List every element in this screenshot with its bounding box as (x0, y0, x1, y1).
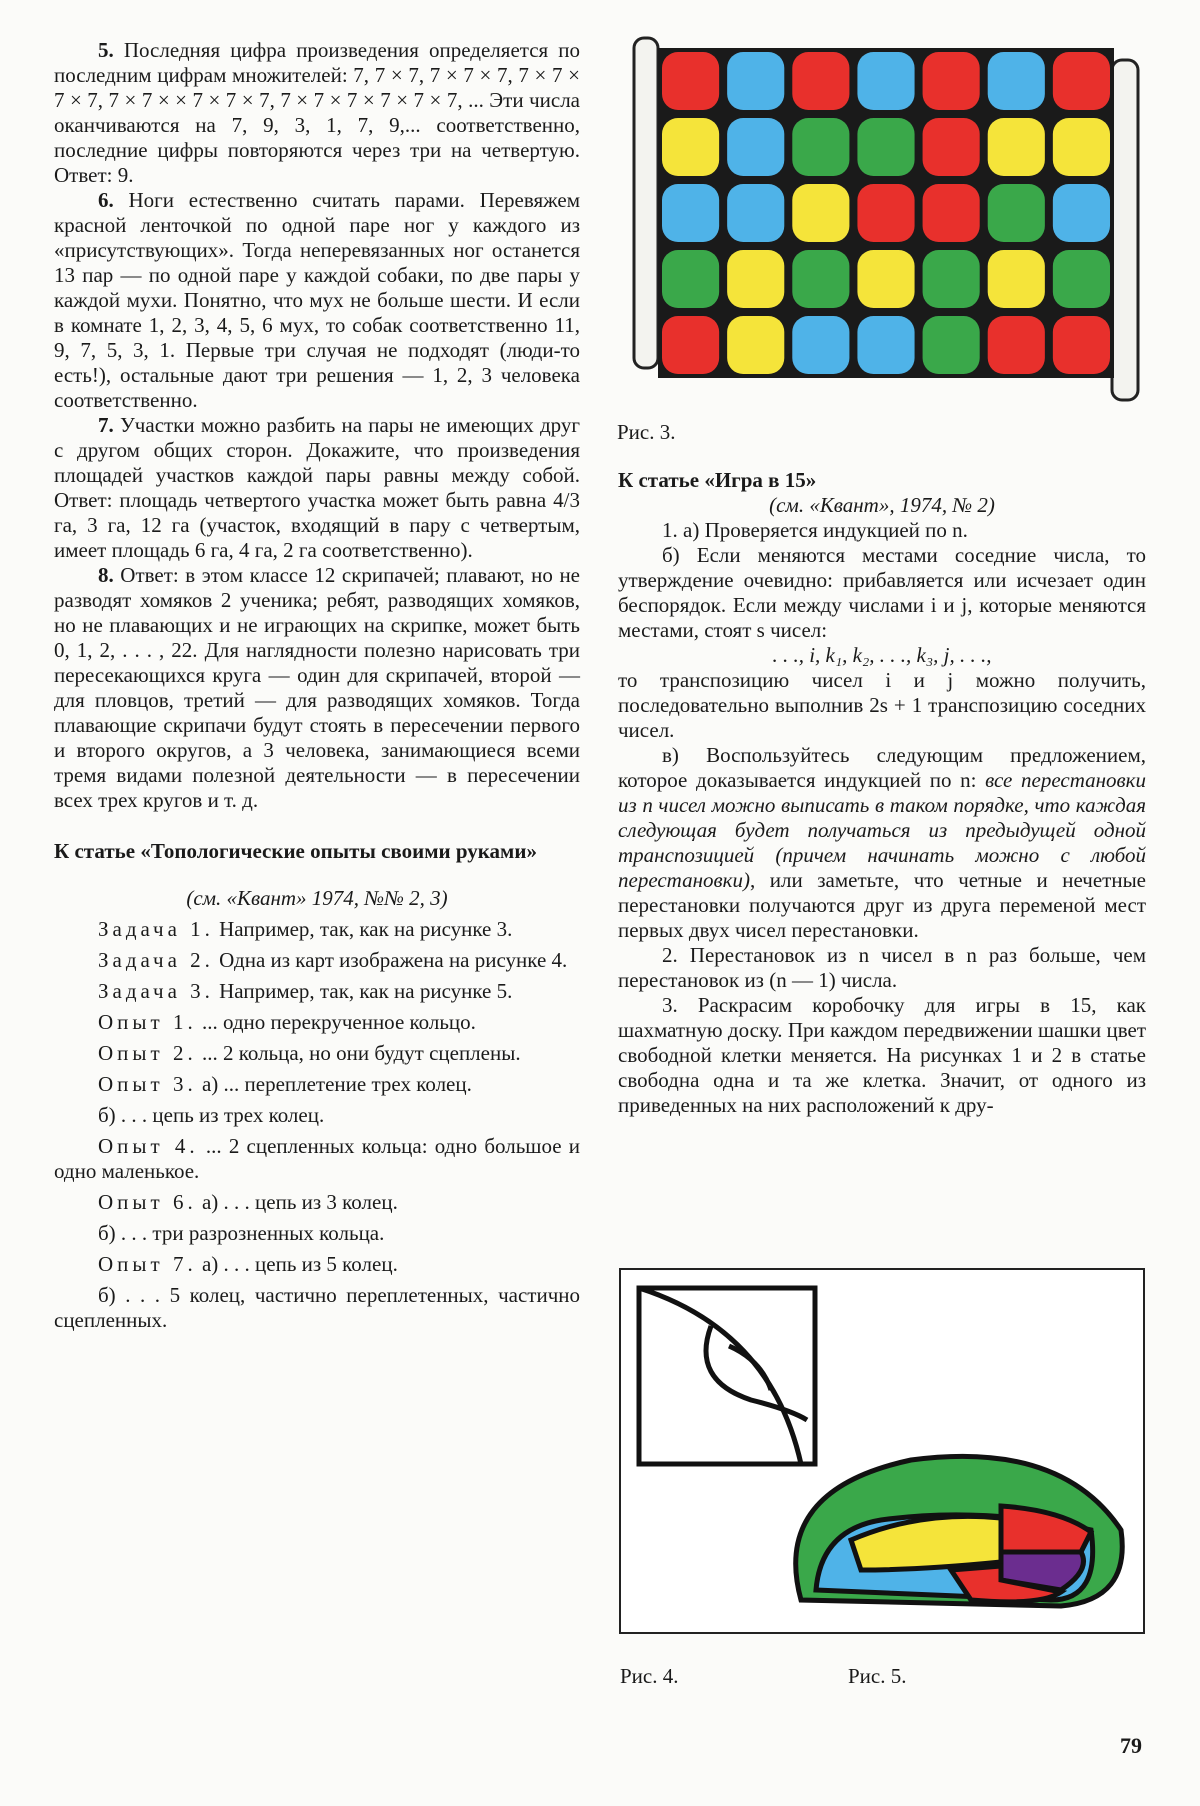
map-region (662, 184, 719, 242)
map-region (1053, 250, 1110, 308)
formula: . . ., i, k₁, k₂, . . ., k₃, j, . . ., (772, 643, 992, 667)
answer-text: Одна из карт изображена на рисунке 4. (219, 948, 568, 972)
answer-1a: 1. а) Проверяется индукцией по n. (662, 518, 968, 542)
map-region (923, 184, 980, 242)
map-region (662, 316, 719, 374)
figure-3-caption: Рис. 3. (617, 420, 676, 444)
answer-label: Задача 1. (98, 917, 214, 941)
text: , или заметьте, что четные и нечетные перестановки получаются друг из друга переменой мест первых двух чисел перестановки. (618, 868, 1146, 942)
answer-text: а) . . . цепь из 5 колец. (201, 1252, 398, 1276)
topology-answer (54, 1221, 580, 1246)
answer-text: Последняя цифра произведения определяется по последним цифрам множителей: 7, 7 × 7, 7 × 7 × 7, 7 × 7 × 7 × 7, 7 × 7 × × 7 × 7 × 7, 7 × 7 × 7 × 7 × 7 × 7, ... Эти числа оканчиваются на 7, 9, 3, 1, 7, 9,... соответственно, последние цифры повторяются через три на четвертую. Ответ: 9. (54, 38, 581, 187)
map-region (857, 184, 914, 242)
answer-text: а) . . . цепь из 3 колец. (201, 1190, 398, 1214)
figure-5-map (796, 1456, 1123, 1606)
map-region (988, 52, 1045, 110)
answer-text: Например, так, как на рисунке 5. (219, 979, 513, 1003)
figure-3-colored-map (632, 30, 1147, 410)
answer-text: а) ... переплетение трех колец. (201, 1072, 472, 1096)
scroll-left-roll (634, 38, 658, 368)
map-region (857, 316, 914, 374)
map-region (792, 316, 849, 374)
map-region (727, 316, 784, 374)
map-region (792, 184, 849, 242)
answer-1v (618, 743, 1146, 943)
answer-number: 5. (98, 38, 114, 62)
answer-8 (54, 563, 580, 813)
answer-5 (54, 38, 580, 188)
answer-text: ... 2 кольца, но они будут сцеплены. (201, 1041, 521, 1065)
map-region (857, 250, 914, 308)
map-region (988, 316, 1045, 374)
map-region (727, 250, 784, 308)
section-reference: (см. «Квант» 1974, №№ 2, 3) (186, 886, 448, 910)
text: в) Воспользуйтесь следующим предложением, которое доказывается индукцией по n: (618, 743, 1146, 792)
answer-label: Задача 3. (98, 979, 214, 1003)
italic-statement: все перестановки из n чисел можно выписать в таком порядке, что каждая следующая будет получаться из предыдущей одной транспозицией (причем начинать можно с любой перестановки) (618, 768, 1146, 892)
topology-answer (54, 979, 580, 1004)
map-region (988, 250, 1045, 308)
answer-number: 7. (98, 413, 114, 437)
map-region (727, 184, 784, 242)
scroll-right-roll (1112, 60, 1138, 400)
figure-5-caption: Рис. 5. (848, 1664, 907, 1688)
answer-text: Например, так, как на рисунке 3. (219, 917, 513, 941)
figure-4-map (639, 1288, 815, 1464)
section-heading-topology: К статье «Топологические опыты своими руками» (54, 839, 537, 863)
topology-answer (54, 1041, 580, 1066)
map-region (727, 52, 784, 110)
answer-label: Опыт 2. (98, 1041, 197, 1065)
topology-answers (54, 917, 580, 1333)
answer-text: ... 2 сцепленных кольца: одно большое и одно маленькое. (54, 1134, 580, 1183)
map-region (792, 250, 849, 308)
map-region (727, 118, 784, 176)
map-region (923, 316, 980, 374)
map-region (923, 118, 980, 176)
answer-text: б) . . . 5 колец, частично переплетенных, частично сцепленных. (54, 1283, 580, 1332)
answer-label: Опыт 4. (98, 1134, 199, 1158)
answer-label: Опыт 7. (98, 1252, 197, 1276)
section-heading-game15: К статье «Игра в 15» (618, 468, 817, 492)
answer-text: Участки можно разбить на пары не имеющих друг с другом общих сторон. Докажите, что произведения площадей участков каждой пары равны между собой. Ответ: площадь четвертого участка может быть равна 4/3 га, 3 га, 12 га (участок, входящий в пару с четвертым, имеет площадь 6 га, 4 га, 2 га соответственно). (54, 413, 580, 562)
left-column (54, 38, 580, 1333)
answer-1b-cont: то транспозицию чисел i и j можно получить, последовательно выполнив 2s + 1 транспозицию соседних чисел. (618, 668, 1146, 742)
map-region (1053, 52, 1110, 110)
topology-answer (54, 1190, 580, 1215)
topology-answer (54, 1072, 580, 1097)
answer-3: 3. Раскрасим коробочку для игры в 15, как шахматную доску. При каждом передвижении шашки цвет свободной клетки меняется. На рисунках 1 и 2 в статье свободна одна и та же клетка. Значит, от одного из приведенных на них расположений к дру- (618, 993, 1146, 1117)
topology-answer (54, 1252, 580, 1277)
map-region (662, 118, 719, 176)
topology-answer (54, 1103, 580, 1128)
map-region (923, 52, 980, 110)
answer-text: б) . . . три разрозненных кольца. (98, 1221, 385, 1245)
map-region (792, 118, 849, 176)
map-regions (662, 52, 1110, 374)
answer-text: Ответ: в этом классе 12 скрипачей; плавают, но не разводят хомяков 2 ученика; ребят, разводящих хомяков, но не плавающих и не играющих на скрипке, может быть 0, 1, 2, . . . , 22. Для наглядности полезно нарисовать три пересекающихся круга — один для скрипачей, второй — для пловцов, третий — для разводящих хомяков. Тогда плавающие скрипачи будут стоять в пересечении первого и второго округов, а 3 человека, занимающиеся всеми тремя видами полезной деятельности — в пересечении всех трех кругов и т. д. (54, 563, 581, 812)
map-region (662, 250, 719, 308)
answer-label: Опыт 3. (98, 1072, 197, 1096)
map-region (988, 184, 1045, 242)
map-region (792, 52, 849, 110)
answer-6 (54, 188, 580, 413)
answer-label: Опыт 6. (98, 1190, 197, 1214)
map-region (1053, 118, 1110, 176)
answer-2: 2. Перестановок из n чисел в n раз больше, чем перестановок из (n — 1) числа. (618, 943, 1146, 992)
map-region (857, 52, 914, 110)
figures-4-5-frame (619, 1268, 1145, 1634)
answer-text: б) . . . цепь из трех колец. (98, 1103, 325, 1127)
answer-7 (54, 413, 580, 563)
topology-answer (54, 1134, 580, 1184)
answer-number: 8. (98, 563, 114, 587)
page-number: 79 (1120, 1733, 1142, 1758)
map-region (857, 118, 914, 176)
topology-answer (54, 948, 580, 973)
map-region (923, 250, 980, 308)
figure-4-caption: Рис. 4. (620, 1664, 679, 1688)
map-region (988, 118, 1045, 176)
figures-4-5 (621, 1270, 1143, 1632)
map-region (1053, 184, 1110, 242)
topology-answer (54, 917, 580, 942)
map-region (1053, 316, 1110, 374)
answer-text: Ноги естественно считать парами. Перевяжем красной ленточкой по одной паре ног у каждого из «присутствующих». Тогда неперевязанных ног останется 13 пар — по одной паре у каждой собаки, по две пары у каждой мухи. Понятно, что мух не больше шести. И если в комнате 1, 2, 3, 4, 5, 6 мух, то собак соответственно 11, 9, 7, 5, 3, 1. Первые три случая не подходят (люди-то есть!), остальные дают три решения — 1, 2, 3 человека соответственно. (54, 188, 581, 412)
section-reference: (см. «Квант», 1974, № 2) (769, 493, 995, 517)
topology-answer (54, 1010, 580, 1035)
map-region (662, 52, 719, 110)
answer-number: 6. (98, 188, 114, 212)
answer-text: ... одно перекрученное кольцо. (201, 1010, 476, 1034)
topology-answer (54, 1283, 580, 1333)
right-column (618, 468, 1146, 1118)
answer-1b: б) Если меняются местами соседние числа, то утверждение очевидно: прибавляется или исчезает один беспорядок. Если между числами i и j, которые меняются местами, стоят s чисел: (618, 543, 1146, 642)
answer-label: Задача 2. (98, 948, 214, 972)
answer-label: Опыт 1. (98, 1010, 197, 1034)
